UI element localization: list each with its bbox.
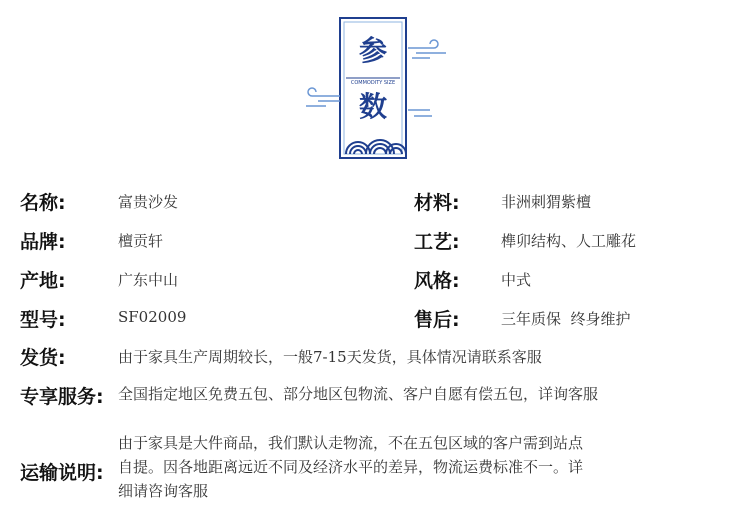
wave-pattern-icon [346,140,406,154]
emblem-char-2: 数 [358,90,388,123]
origin-label: 产地: [20,270,66,292]
name-value: 富贵沙发 [118,193,179,211]
emblem-char-1: 参 [358,34,388,67]
shipping-label: 发货: [20,347,66,369]
transport-label: 运输说明: [20,462,104,484]
transport-line-1: 由于家具是大件商品，我们默认走物流，不在五包区域的客户需到站点 [118,434,584,452]
shipping-value: 由于家具生产周期较长，一般7-15天发货，具体情况请联系客服 [118,348,542,366]
material-label: 材料: [414,192,460,214]
emblem-subtitle: COMMODITY SIZE [350,80,396,86]
model-value: SF02009 [118,308,187,326]
style-value: 中式 [501,271,532,289]
name-label: 名称: [20,192,66,214]
transport-line-2: 自提。因各地距离远近不同及经济水平的差异，物流运费标准不一。详 [118,458,584,476]
transport-line-3: 细请咨询客服 [118,482,209,500]
aftersale-label: 售后: [414,309,460,331]
craft-label: 工艺: [414,231,460,253]
brand-value: 檀贡轩 [118,232,164,250]
origin-value: 广东中山 [118,271,179,289]
commodity-size-emblem [300,8,450,160]
aftersale-value: 三年质保 终身维护 [501,310,631,328]
service-value: 全国指定地区免费五包、部分地区包物流、客户自愿有偿五包，详询客服 [118,385,599,403]
service-label: 专享服务: [20,386,104,408]
transport-text [118,431,738,503]
material-value: 非洲刺猬紫檀 [501,193,592,211]
style-label: 风格: [414,270,460,292]
craft-value: 榫卯结构、人工雕花 [501,232,637,250]
model-label: 型号: [20,309,66,331]
brand-label: 品牌: [20,231,66,253]
